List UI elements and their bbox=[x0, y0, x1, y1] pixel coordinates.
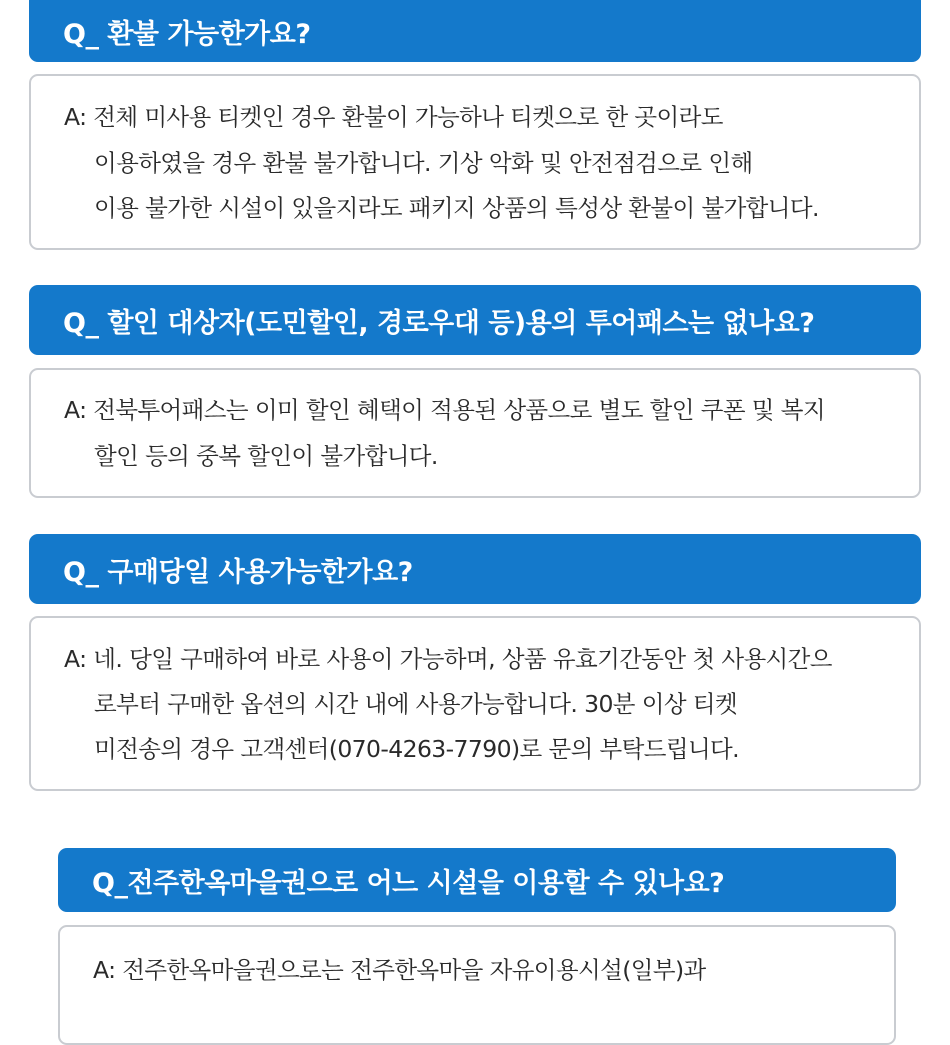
faq-question-text: Q_ 할인 대상자(도민할인, 경로우대 등)용의 투어패스는 없나요? bbox=[63, 307, 815, 339]
faq-answer-line: 할인 등의 중복 할인이 불가합니다. bbox=[94, 442, 438, 470]
faq-question-refund bbox=[29, 0, 921, 62]
faq-answer-line: 미전송의 경우 고객센터(070-4263-7790)로 문의 부탁드립니다. bbox=[94, 735, 740, 763]
faq-answer-line: A: 네. 당일 구매하여 바로 사용이 가능하며, 상품 유효기간동안 첫 사용시간으 bbox=[64, 645, 832, 673]
faq-question-text: Q_전주한옥마을권으로 어느 시설을 이용할 수 있나요? bbox=[92, 867, 725, 899]
faq-answer-refund bbox=[29, 74, 921, 250]
faq-answer-line: A: 전체 미사용 티켓인 경우 환불이 가능하나 티켓으로 한 곳이라도 bbox=[64, 103, 723, 131]
faq-question-text: Q_ 환불 가능한가요? bbox=[63, 18, 311, 50]
faq-answer-line: 이용 불가한 시설이 있을지라도 패키지 상품의 특성상 환불이 불가합니다. bbox=[94, 194, 819, 222]
faq-answer-hanok-village bbox=[58, 925, 896, 1045]
faq-answer-discount bbox=[29, 368, 921, 498]
faq-question-hanok-village bbox=[58, 848, 896, 912]
faq-answer-line: 이용하였을 경우 환불 불가합니다. 기상 악화 및 안전점검으로 인해 bbox=[94, 149, 753, 177]
faq-answer-line: A: 전북투어패스는 이미 할인 혜택이 적용된 상품으로 별도 할인 쿠폰 및 복지 bbox=[64, 396, 825, 424]
faq-question-text: Q_ 구매당일 사용가능한가요? bbox=[63, 556, 413, 588]
faq-answer-same-day bbox=[29, 616, 921, 791]
faq-answer-line: A: 전주한옥마을권으로는 전주한옥마을 자유이용시설(일부)과 bbox=[93, 956, 706, 984]
faq-answer-line: 로부터 구매한 옵션의 시간 내에 사용가능합니다. 30분 이상 티켓 bbox=[94, 690, 738, 718]
faq-question-same-day bbox=[29, 534, 921, 604]
faq-question-discount bbox=[29, 285, 921, 355]
